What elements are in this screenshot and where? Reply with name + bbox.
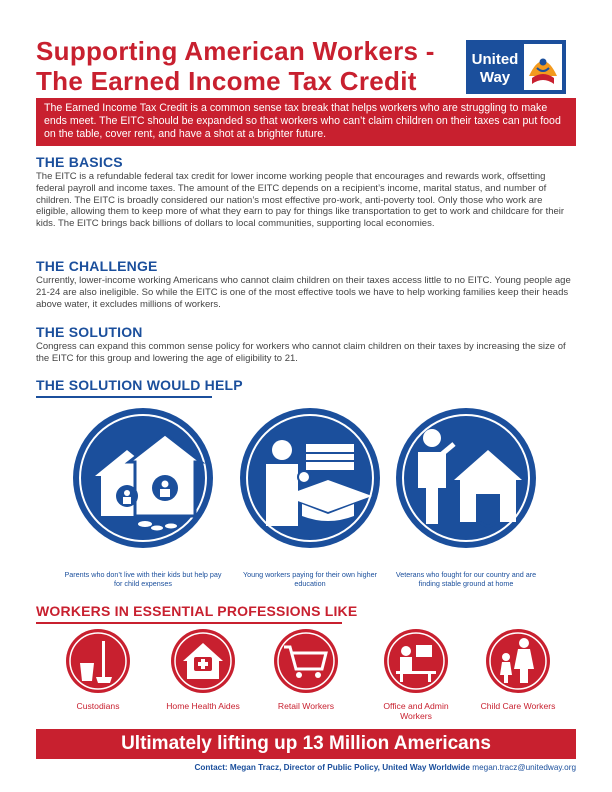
health-aide-icon xyxy=(169,627,237,700)
logo-text-way: Way xyxy=(479,69,511,86)
worker-label-custodians: Custodians xyxy=(76,701,120,711)
worker-label-child-care: Child Care Workers xyxy=(480,701,556,711)
help-caption-parents: Parents who don’t live with their kids but help pay for child expenses xyxy=(64,570,222,588)
help-underline xyxy=(36,396,212,398)
retail-cart-icon xyxy=(272,627,340,700)
basics-text: The EITC is a refundable federal tax credit for lower income working people that encourages and rewards work, offsetting federal payroll and income taxes. The amount of the EITC depends on a recipient’s income, marital status, and number of children. The EITC is broadly considered our nation’s most effective pro-work, anti-poverty tool. Only those who work are eligible, allowing them to keep more of what they earn to pay for things like transportation to get to work and childcare for their kids. The EITC brings back billions of dollars to local communities, supporting local economies. xyxy=(36,171,565,230)
custodian-icon xyxy=(64,627,132,700)
help-caption-young-workers: Young workers paying for their own higher education xyxy=(243,570,377,588)
help-caption-veterans: Veterans who fought for our country and are finding stable ground at home xyxy=(395,570,537,588)
worker-label-home-health: Home Health Aides xyxy=(166,701,240,711)
challenge-heading: THE CHALLENGE xyxy=(36,258,158,274)
challenge-text: Currently, lower-income working Americans who cannot claim children on their taxes access little to no EITC. Young people age 21-24 are also ineligible. So while the EITC is one of the most effective tools we have to help working families keep their heads above water, it excludes millions of workers. xyxy=(36,275,571,310)
solution-text: Congress can expand this common sense policy for workers who cannot claim children on their taxes by increasing the size of the EITC for this group and lowering the age of eligibility to 21. xyxy=(36,341,566,364)
help-heading: THE SOLUTION WOULD HELP xyxy=(36,377,243,393)
bottom-banner: Ultimately lifting up 13 Million Americans xyxy=(36,729,576,759)
united-way-logo xyxy=(466,40,566,94)
contact-email[interactable]: megan.tracz@unitedway.org xyxy=(472,763,576,772)
workers-underline xyxy=(36,622,342,624)
workers-heading: WORKERS IN ESSENTIAL PROFESSIONS LIKE xyxy=(36,603,358,619)
worker-label-retail: Retail Workers xyxy=(277,701,335,711)
graduation-icon xyxy=(236,404,384,557)
title-line-2: The Earned Income Tax Credit xyxy=(36,66,417,96)
parents-icon xyxy=(69,404,217,557)
contact-text: Contact: Megan Tracz, Director of Public Policy, United Way Worldwide xyxy=(194,763,470,772)
solution-heading: THE SOLUTION xyxy=(36,324,143,340)
child-care-icon xyxy=(484,627,552,700)
veteran-icon xyxy=(392,404,540,557)
contact-line xyxy=(194,763,576,772)
intro-box: The Earned Income Tax Credit is a common sense tax break that helps workers who are struggling to make ends meet. The EITC should be expanded so that workers who can’t claim children on their taxes can put food on the table, cover rent, and have a shot at a brighter future. xyxy=(36,98,576,146)
page-title xyxy=(36,36,435,96)
office-worker-icon xyxy=(382,627,450,700)
logo-text-united: United xyxy=(471,51,519,68)
title-line-1: Supporting American Workers - xyxy=(36,36,435,66)
basics-heading: THE BASICS xyxy=(36,154,123,170)
worker-label-office: Office and Admin Workers xyxy=(383,701,449,721)
